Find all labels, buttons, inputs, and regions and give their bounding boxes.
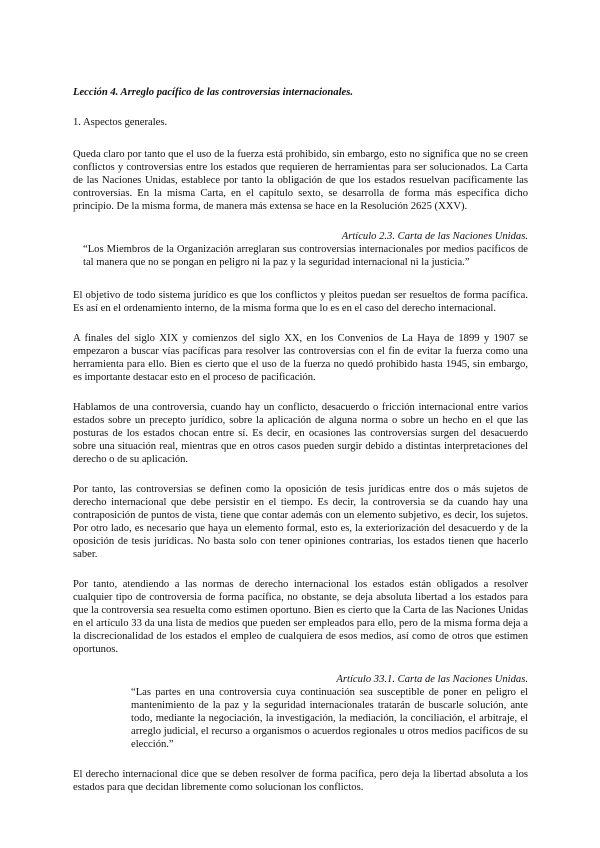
section-heading: 1. Aspectos generales. xyxy=(73,117,168,128)
paragraph-2: El objetivo de todo sistema jurídico es que los conflictos y pleitos puedan ser resueltos de forma pacífica. Es así en el ordenamiento interno, de la misma forma que lo es en el caso del derecho internacional. xyxy=(73,290,528,314)
paragraph-4: Hablamos de una controversia, cuando hay un conflicto, desacuerdo o fricción internacional entre varios estados sobre un precepto jurídico, sobre la aplicación de alguna norma o sobre un hecho en el que las posturas de los estados chocan entre sí. Es decir, en ocasiones las controversias surgen del desacuerdo sobre una situación real, mientras que en otros casos pueden surgir debido a distintas interpretaciones del derecho o de su aplicación. xyxy=(73,402,528,465)
paragraph-1: Queda claro por tanto que el uso de la fuerza está prohibido, sin embargo, esto no significa que no se creen conflictos y controversias entre los estados que requieren de herramientas para ser solucionados. La Carta de las Naciones Unidas, establece por tanto la obligación de que los estados resuelvan pacíficamente las controversias. En la misma Carta, en el capítulo sexto, se desarrolla de forma más específica dicho principio. De la misma forma, de manera más extensa se hace en la Resolución 2625 (XXV). xyxy=(73,149,528,212)
paragraph-7: El derecho internacional dice que se deben resolver de forma pacífica, pero deja la libertad absoluta a los estados para que decidan libremente como solucionan los conflictos. xyxy=(73,769,528,793)
lesson-title: Lección 4. Arreglo pacífico de las controversias internacionales. xyxy=(73,87,354,98)
quote-reference-2: Artículo 33.1. Carta de las Naciones Unidas. xyxy=(336,674,528,685)
quote-2: “Las partes en una controversia cuya continuación sea susceptible de poner en peligro el mantenimiento de la paz y la seguridad internacionales tratarán de buscarle solución, ante todo, mediante la negociación, la investigación, la mediación, la conciliación, el arbitraje, el arreglo judicial, el recurso a organismos o acuerdos regionales u otros medios pacíficos de su elección.” xyxy=(131,687,528,750)
paragraph-6: Por tanto, atendiendo a las normas de derecho internacional los estados están obligados a resolver cualquier tipo de controversia de forma pacífica, no obstante, se deja absoluta libertad a los estados para que la controversia sea resuelta como estimen oportuno. Bien es cierto que la Carta de las Naciones Unidas en el artículo 33 da una lista de medios que pueden ser empleados para ello, pero de la misma forma deja a la discrecionalidad de los estados el empleo de cualquiera de esos medios, así como de otros que estimen oportunos. xyxy=(73,579,528,655)
document-page xyxy=(73,86,528,811)
quote-1: “Los Miembros de la Organización arreglaran sus controversias internacionales por medios pacíficos de tal manera que no se pongan en peligro ni la paz y la seguridad internacional ni la justicia.” xyxy=(83,244,528,268)
paragraph-5: Por tanto, las controversias se definen como la oposición de tesis jurídicas entre dos o más sujetos de derecho internacional que debe persistir en el tiempo. Es decir, la controversia se da cuando hay una contraposición de puntos de vista, tiene que contar además con un elemento subjetivo, es decir, los sujetos. Por otro lado, es necesario que haya un elemento formal, esto es, la exteriorización del desacuerdo y de la oposición de tesis jurídicas. No basta solo con tener opiniones contrarias, los estados tienen que hacerlo saber. xyxy=(73,484,528,560)
quote-reference-1: Artículo 2.3. Carta de las Naciones Unidas. xyxy=(341,231,528,242)
paragraph-3: A finales del siglo XIX y comienzos del siglo XX, en los Convenios de La Haya de 1899 y 1907 se empezaron a buscar vías pacíficas para resolver las controversias con el fin de evitar la fuerza como una herramienta para ello. Bien es cierto que el uso de la fuerza no quedó prohibido hasta 1945, sin embargo, es importante destacar esto en el proceso de pacificación. xyxy=(73,333,528,383)
